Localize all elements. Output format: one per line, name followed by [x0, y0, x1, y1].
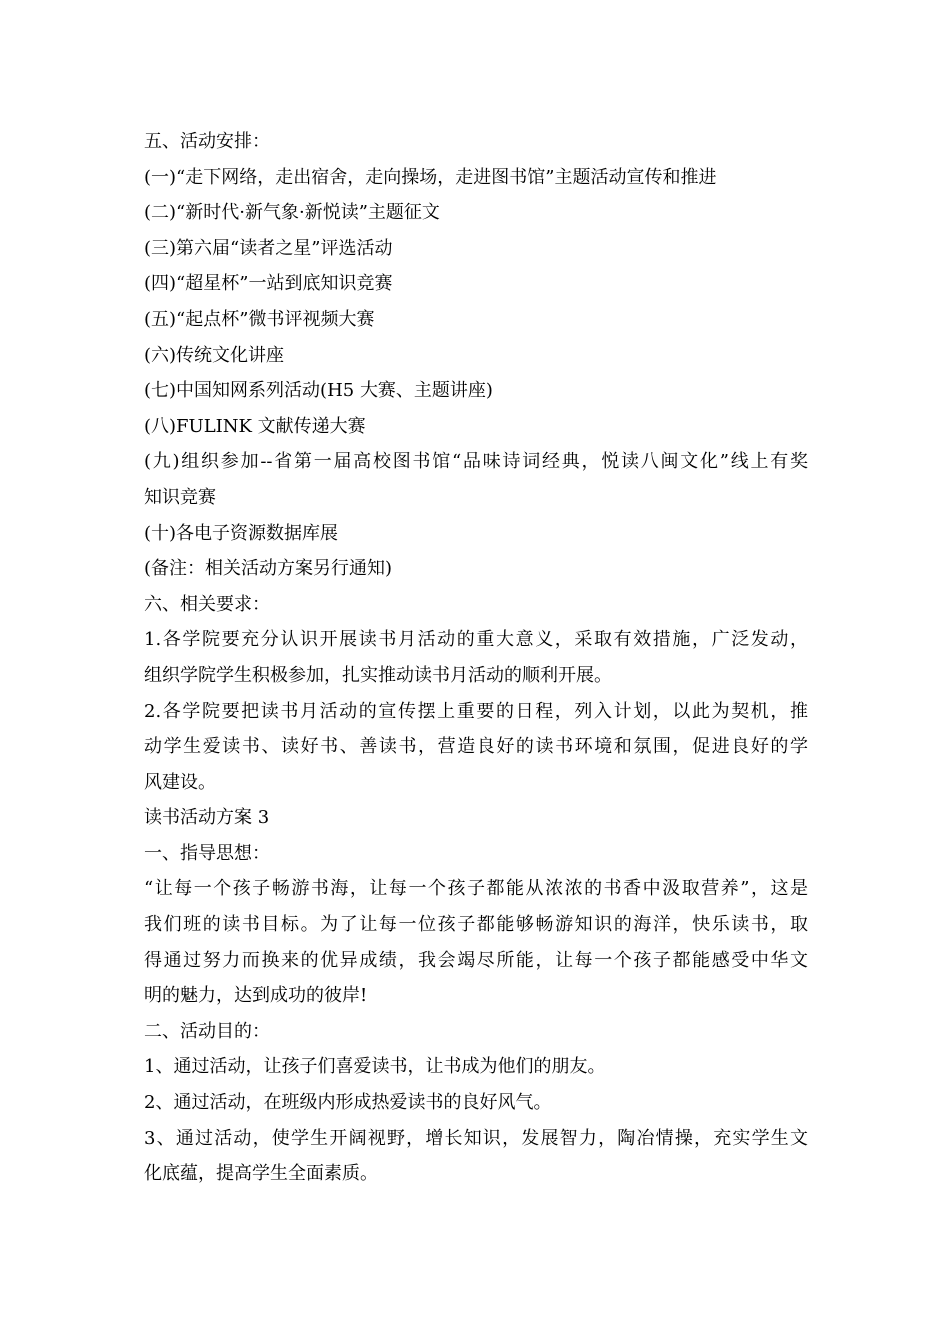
text-line: (一)“走下网络，走出宿舍，走向操场，走进图书馆”主题活动宣传和推进	[144, 166, 717, 188]
text-line: 二、活动目的：	[144, 1020, 270, 1042]
text-line: (九)组织参加--省第一届高校图书馆“品味诗词经典，悦读八闽文化”线上有奖	[144, 451, 808, 473]
text-line: 得通过努力而换来的优异成绩，我会竭尽所能，让每一个孩子都能感受中华文	[144, 949, 808, 971]
text-line: (四)“超星杯”一站到底知识竞赛	[144, 273, 393, 295]
text-line: (备注：相关活动方案另行通知)	[144, 558, 393, 580]
text-line: 组织学院学生积极参加，扎实推动读书月活动的顺利开展。	[144, 664, 612, 686]
text-line: 五、活动安排：	[144, 131, 270, 152]
text-line: 读书活动方案 3	[144, 807, 270, 829]
text-line: 3、通过活动，使学生开阔视野，增长知识，发展智力，陶冶情操，充实学生文	[144, 1127, 808, 1149]
text-line: (八)FULINK 文献传递大赛	[144, 415, 366, 437]
text-line: (七)中国知网系列活动(H5 大赛、主题讲座)	[144, 380, 493, 402]
text-line: 风建设。	[144, 771, 216, 793]
text-line: (六)传统文化讲座	[144, 344, 285, 366]
text-line: (三)第六届“读者之星”评选活动	[144, 237, 393, 259]
text-line: (五)“起点杯”微书评视频大赛	[144, 308, 375, 330]
text-line: 1.各学院要充分认识开展读书月活动的重大意义，采取有效措施，广泛发动，	[144, 629, 808, 651]
text-line: 知识竞赛	[144, 486, 216, 508]
text-line: (二)“新时代·新气象·新悦读”主题征文	[144, 202, 440, 224]
text-line: 2、通过活动，在班级内形成热爱读书的良好风气。	[144, 1092, 552, 1114]
document-page	[144, 124, 808, 1192]
text-line: 1、通过活动，让孩子们喜爱读书，让书成为他们的朋友。	[144, 1056, 606, 1078]
text-line: (十)各电子资源数据库展	[144, 522, 339, 544]
text-line: 化底蕴，提高学生全面素质。	[144, 1163, 378, 1185]
text-line: “让每一个孩子畅游书海，让每一个孩子都能从浓浓的书香中汲取营养”，这是	[144, 878, 808, 900]
text-line: 我们班的读书目标。为了让每一位孩子都能够畅游知识的海洋，快乐读书，取	[144, 914, 808, 936]
text-line: 六、相关要求：	[144, 593, 270, 615]
text-line: 一、指导思想：	[144, 842, 270, 864]
text-line: 2.各学院要把读书月活动的宣传摆上重要的日程，列入计划，以此为契机，推	[144, 700, 808, 722]
text-line: 明的魅力，达到成功的彼岸!	[144, 985, 368, 1007]
text-line: 动学生爱读书、读好书、善读书，营造良好的读书环境和氛围，促进良好的学	[144, 736, 808, 758]
